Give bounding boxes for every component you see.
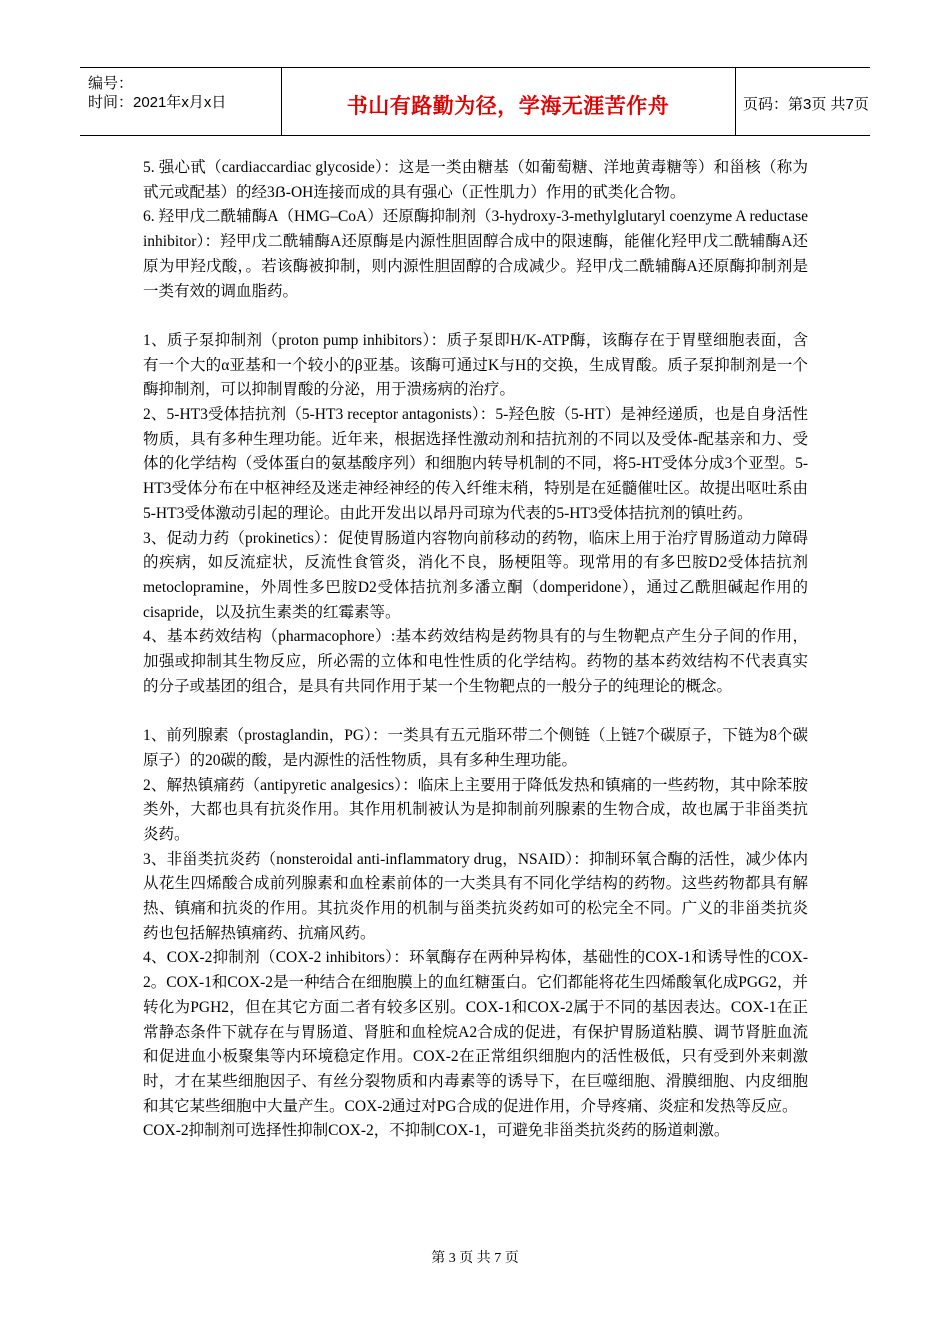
paragraph-proton-pump: 1、质子泵抑制剂（proton pump inhibitors）：质子泵即H/K-ATP酶，该酶存在于胃壁细胞表面，含有一个大的α亚基和一个较小的β亚基。该酶可通过K与H的交换，生成胃酸。质子泵抑制剂是一个酶抑制剂，可以抑制胃酸的分泌，用于溃疡病的治疗。 [143, 331, 808, 399]
header-page-info: 页码：第3页 共7页 [743, 96, 869, 113]
paragraph-5ht3-antagonists: 2、5-HT3受体拮抗剂（5-HT3 receptor antagonists）：5-羟色胺（5-HT）是神经递质，也是自身活性物质，具有多种生理功能。近年来，根据选择性激动剂和拮抗剂的不同以及受体-配基亲和力、受体的化学结构（受体蛋白的氨基酸序列）和细胞内转导机制的不同，将5-HT受体分成3个亚型。5-HT3受体分布在中枢神经及迷走神经神经的传入纤维末稍，特别是在延髓催吐区。故提出呕吐系由5-HT3受体激动引起的理论。由此开发出以昂丹司琼为代表的5-HT3受体拮抗剂的镇吐药。 [143, 406, 808, 522]
header-page-cell [735, 68, 870, 135]
paragraph-pharmacophore: 4、基本药效结构（pharmacophore）:基本药效结构是药物具有的与生物靶点产生分子间的作用，加强或抑制其生物反应，所必需的立体和电性性质的化学结构。药物的基本药效结构不代表真实的分子或基团的组合，是具有共同作用于某一个生物靶点的一般分子的纯理论的概念。 [143, 628, 808, 695]
header-meta-cell [80, 68, 282, 135]
page-footer: 第 3 页 共 7 页 [431, 1251, 519, 1266]
header-motto-cell [281, 68, 736, 135]
page-header [80, 67, 870, 136]
paragraph-nsaid: 3、非甾类抗炎药（nonsteroidal anti-inflammatory drug，NSAID）：抑制环氧合酶的活性，减少体内从花生四烯酸合成前列腺素和血栓素前体的一大类具有不同化学结构的药物。这些药物都具有解热、镇痛和抗炎的作用。其抗炎作用的机制与甾类抗炎药如可的松完全不同。广义的非甾类抗炎药也包括解热镇痛药、抗痛风药。 [143, 850, 808, 942]
paragraph-cox2-selectivity: COX-2抑制剂可选择性抑制COX-2，不抑制COX-1，可避免非甾类抗炎药的肠道刺激。 [143, 1122, 730, 1140]
document-date-label: 时间：2021年x月x日 [88, 94, 227, 111]
document-number-label: 编号： [88, 75, 134, 92]
paragraph-spacer [143, 304, 808, 329]
paragraph-prostaglandin: 1、前列腺素（prostaglandin，PG）：一类具有五元脂环带二个侧链（上链7个碳原子，下链为8个碳原子）的20碳的酸，是内源性的活性物质，具有多种生理功能。 [143, 727, 808, 769]
document-body [143, 156, 808, 1144]
paragraph-antipyretic-analgesics: 2、解热镇痛药（antipyretic analgesics）：临床上主要用于降低发热和镇痛的一些药物，其中除苯胺类外，大都也具有抗炎作用。其作用机制被认为是抑制前列腺素的生物合成，故也属于非甾类抗炎药。 [143, 776, 808, 843]
paragraph-hmg-coa-inhibitor: 6. 羟甲戊二酰辅酶A（HMG–CoA）还原酶抑制剂（3-hydroxy-3-methylglutaryl coenzyme A reductase inhibitor）：羟甲戊二酰辅酶A还原酶是内源性胆固醇合成中的限速酶，能催化羟甲戊二酰辅酶A还原为甲羟戊酸，。若该酶被抑制，则内源性胆固醇的合成减少。羟甲戊二酰辅酶A还原酶抑制剂是一类有效的调血脂药。 [143, 208, 808, 300]
paragraph-cox2-inhibitors: 4、COX-2抑制剂（COX-2 inhibitors）：环氧酶存在两种异构体，基础性的COX-1和诱导性的COX-2。COX-1和COX-2是一种结合在细胞膜上的血红糖蛋白。它们都能将花生四烯酸氧化成PGG2，并转化为PGH2，但在其它方面二者有较多区别。COX-1和COX-2属于不同的基因表达。COX-1在正常静态条件下就存在与胃肠道、肾脏和血栓烷A2合成的促进，有保护胃肠道粘膜、调节肾脏血流和促进血小板聚集等内环境稳定作用。COX-2在正常组织细胞内的活性极低，只有受到外来刺激时，才在某些细胞因子、有丝分裂物质和内毒素等的诱导下，在巨噬细胞、滑膜细胞、内皮细胞和其它某些细胞中大量产生。COX-2通过对PG合成的促进作用，介导疼痛、炎症和发热等反应。 [143, 949, 808, 1115]
paragraph-prokinetics: 3、促动力药（prokinetics）：促使胃肠道内容物向前移动的药物，临床上用于治疗胃肠道动力障碍的疾病，如反流症状，反流性食管炎，消化不良，肠梗阻等。现常用的有多巴胺D2受体拮抗剂metoclopramine，外周性多巴胺D2受体拮抗剂多潘立酮（domperidone），通过乙酰胆碱起作用的cisapride，以及抗生素类的红霉素等。 [143, 529, 808, 621]
header-motto: 书山有路勤为径，学海无涯苦作舟 [346, 94, 670, 118]
paragraph-cardiac-glycoside: 5. 强心甙（cardiaccardiac glycoside）：这是一类由糖基（如葡萄糖、洋地黄毒糖等）和甾核（称为甙元或配基）的经3ẞ-OH连接而成的具有强心（正性肌力）作用的甙类化合物。 [143, 159, 808, 201]
paragraph-spacer [143, 699, 808, 724]
